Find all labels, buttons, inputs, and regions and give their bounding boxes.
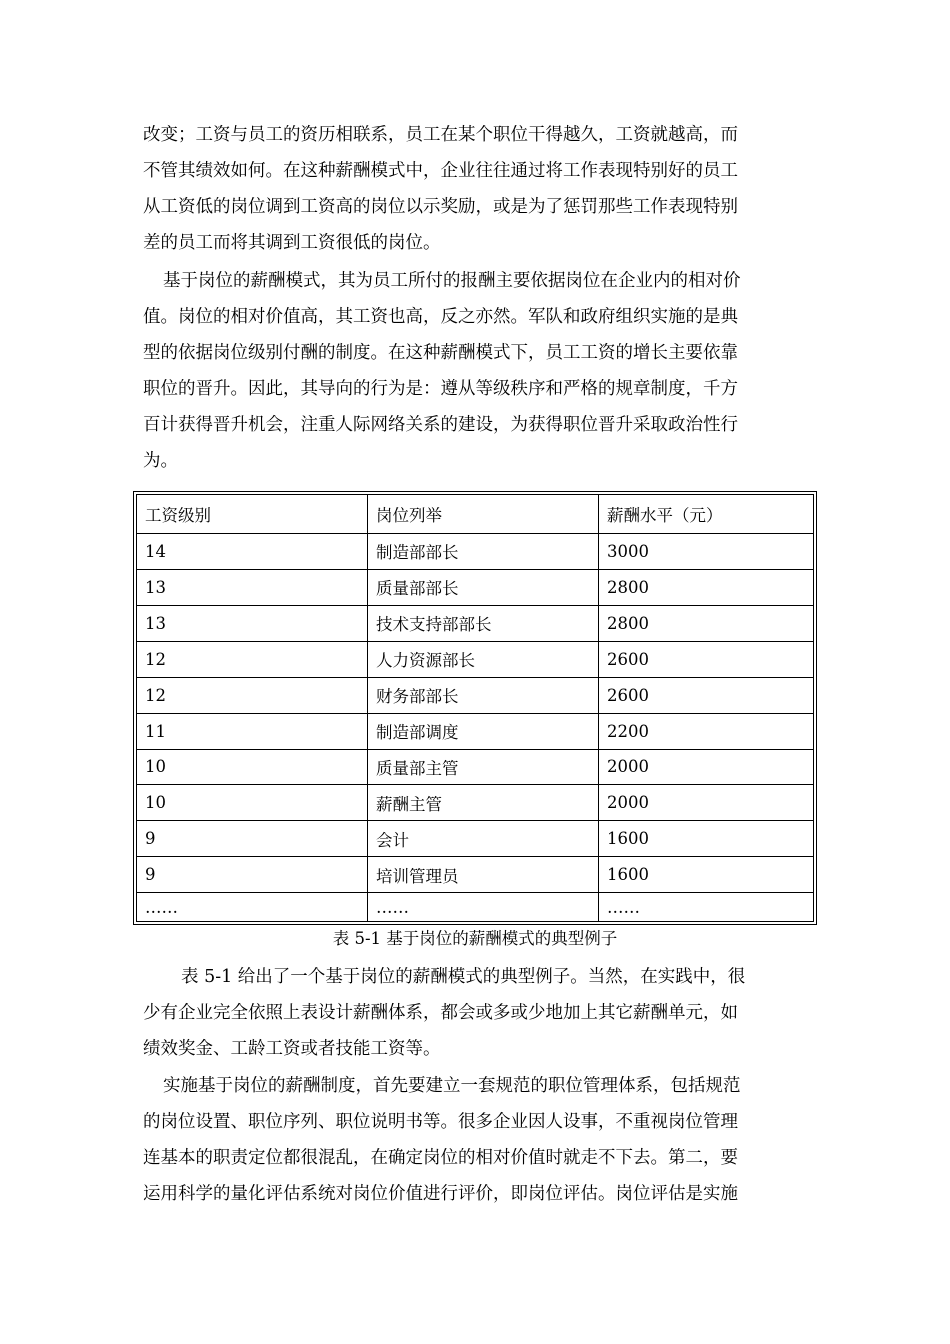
text-line: 表 5-1 给出了一个基于岗位的薪酬模式的典型例子。当然，在实践中，很 <box>181 967 746 987</box>
cell-position: 质量部主管 <box>368 749 599 785</box>
cell-salary: 1600 <box>599 857 814 893</box>
table-row <box>137 713 814 749</box>
cell-grade: 12 <box>137 641 368 677</box>
text-line: 连基本的职责定位都很混乱，在确定岗位的相对价值时就走不下去。第二，要 <box>143 1148 738 1168</box>
cell-grade: 12 <box>137 677 368 713</box>
table-row <box>137 785 814 821</box>
text-line: 型的依据岗位级别付酬的制度。在这种薪酬模式下，员工工资的增长主要依靠 <box>143 343 738 363</box>
text-line: 运用科学的量化评估系统对岗位价值进行评价，即岗位评估。岗位评估是实施 <box>143 1184 738 1204</box>
cell-position: 质量部部长 <box>368 569 599 605</box>
text-line: 为。 <box>143 451 178 471</box>
text-line: 职位的晋升。因此，其导向的行为是：遵从等级秩序和严格的规章制度，千方 <box>143 379 738 399</box>
salary-table-frame <box>133 491 817 925</box>
table-row <box>137 641 814 677</box>
cell-salary: 1600 <box>599 821 814 857</box>
header-cell-grade: 工资级别 <box>137 495 368 534</box>
cell-position: 制造部部长 <box>368 534 599 570</box>
table-row <box>137 534 814 570</box>
paragraph-4 <box>143 1068 805 1212</box>
table-row <box>137 857 814 893</box>
cell-position: 财务部部长 <box>368 677 599 713</box>
cell-salary: 2600 <box>599 677 814 713</box>
cell-grade: 10 <box>137 785 368 821</box>
paragraph-3 <box>143 959 805 1067</box>
header-cell-salary: 薪酬水平（元） <box>599 495 814 534</box>
text-line: 从工资低的岗位调到工资高的岗位以示奖励，或是为了惩罚那些工作表现特别 <box>143 197 738 217</box>
cell-grade: 9 <box>137 857 368 893</box>
cell-position: 培训管理员 <box>368 857 599 893</box>
text-line: 差的员工而将其调到工资很低的岗位。 <box>143 233 441 253</box>
cell-position: 制造部调度 <box>368 713 599 749</box>
cell-salary: 2600 <box>599 641 814 677</box>
cell-salary: 2000 <box>599 785 814 821</box>
cell-salary: …… <box>599 893 814 922</box>
text-line: 少有企业完全依照上表设计薪酬体系，都会或多或少地加上其它薪酬单元，如 <box>143 1003 738 1023</box>
cell-position: 技术支持部部长 <box>368 605 599 641</box>
paragraph-2 <box>143 263 805 479</box>
cell-position: 会计 <box>368 821 599 857</box>
table-row <box>137 749 814 785</box>
cell-salary: 3000 <box>599 534 814 570</box>
cell-salary: 2800 <box>599 605 814 641</box>
cell-grade: 13 <box>137 605 368 641</box>
table-row <box>137 605 814 641</box>
text-line: 的岗位设置、职位序列、职位说明书等。很多企业因人设事，不重视岗位管理 <box>143 1112 738 1132</box>
cell-position: 人力资源部长 <box>368 641 599 677</box>
table-row <box>137 893 814 922</box>
cell-salary: 2800 <box>599 569 814 605</box>
text-line: 不管其绩效如何。在这种薪酬模式中，企业往往通过将工作表现特别好的员工 <box>143 161 738 181</box>
table-caption: 表 5-1 基于岗位的薪酬模式的典型例子 <box>332 929 618 948</box>
text-line: 实施基于岗位的薪酬制度，首先要建立一套规范的职位管理体系，包括规范 <box>163 1076 741 1096</box>
table-row <box>137 677 814 713</box>
text-line: 改变；工资与员工的资历相联系，员工在某个职位干得越久，工资就越高，而 <box>143 125 738 145</box>
cell-grade: 10 <box>137 749 368 785</box>
table-header-row <box>137 495 814 534</box>
cell-grade: 13 <box>137 569 368 605</box>
cell-grade: 11 <box>137 713 368 749</box>
table-row <box>137 569 814 605</box>
cell-grade: 9 <box>137 821 368 857</box>
text-line: 绩效奖金、工龄工资或者技能工资等。 <box>143 1039 441 1059</box>
cell-grade: …… <box>137 893 368 922</box>
paragraph-1 <box>143 117 805 261</box>
cell-grade: 14 <box>137 534 368 570</box>
table-row <box>137 821 814 857</box>
cell-salary: 2200 <box>599 713 814 749</box>
header-cell-position: 岗位列举 <box>368 495 599 534</box>
text-line: 百计获得晋升机会，注重人际网络关系的建设，为获得职位晋升采取政治性行 <box>143 415 738 435</box>
cell-position: 薪酬主管 <box>368 785 599 821</box>
salary-table <box>136 494 814 922</box>
cell-salary: 2000 <box>599 749 814 785</box>
cell-position: …… <box>368 893 599 922</box>
text-line: 值。岗位的相对价值高，其工资也高，反之亦然。军队和政府组织实施的是典 <box>143 307 738 327</box>
text-line: 基于岗位的薪酬模式，其为员工所付的报酬主要依据岗位在企业内的相对价 <box>163 271 741 291</box>
